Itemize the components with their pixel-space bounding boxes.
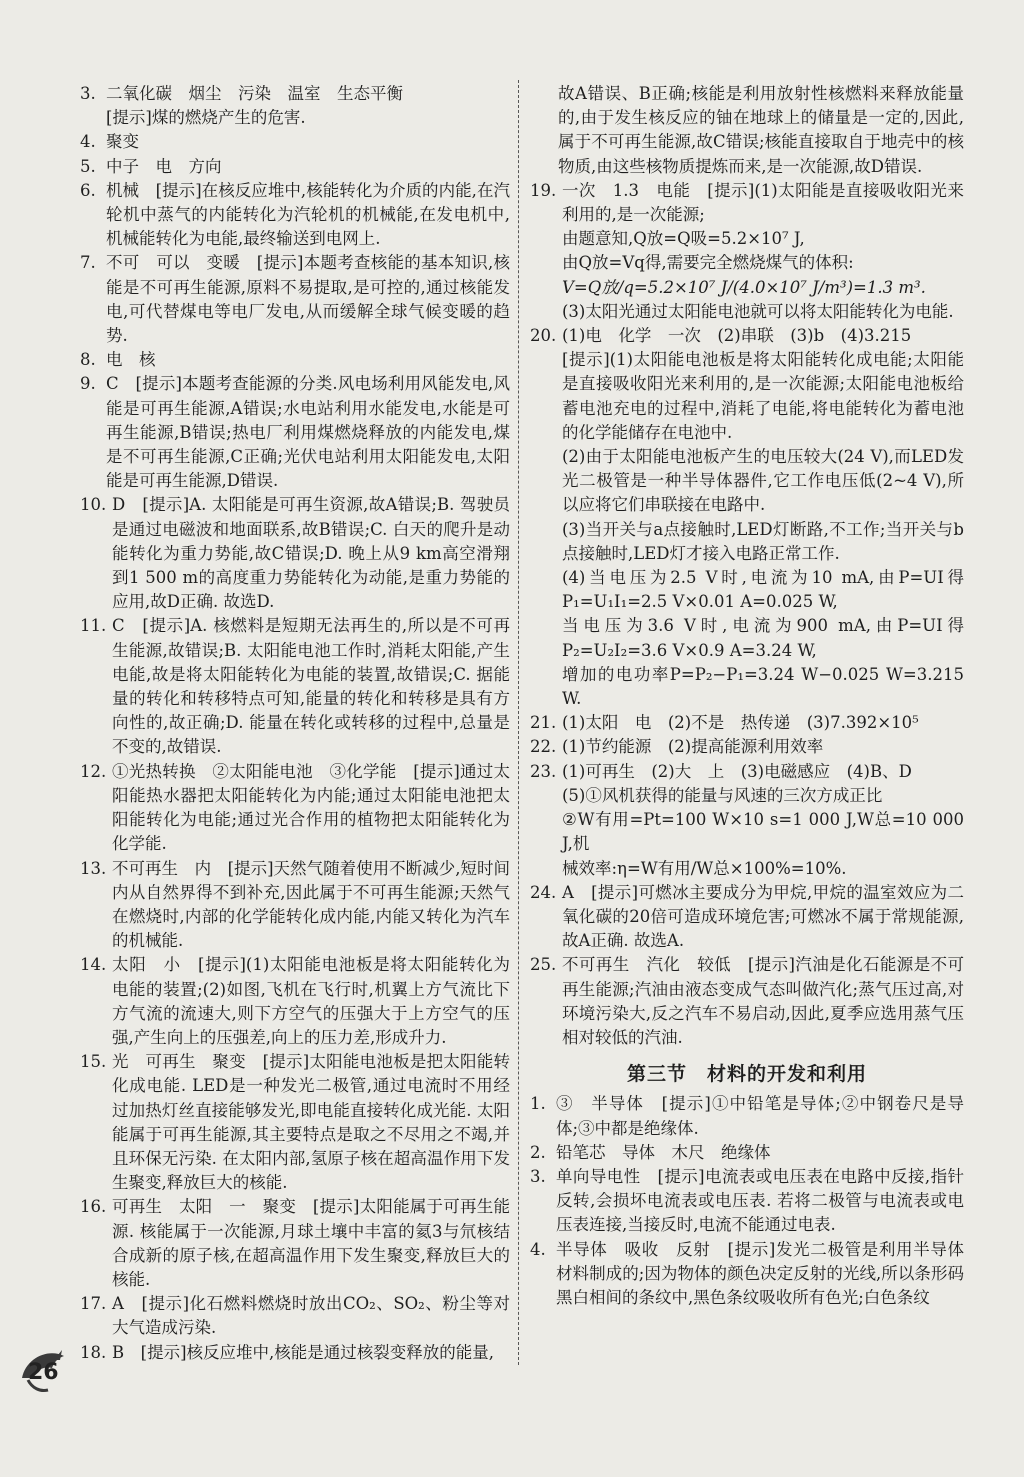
answer-6: 6. 机械 [提示]在核反应堆中,核能转化为介质的内能,在汽轮机中蒸气的内能转化为汽轮机的机械能,在发电机中,机械能转化为电能,最终输送到电网上. — [80, 180, 510, 249]
answer-15: 15. 光 可再生 聚变 [提示]太阳能电池板是把太阳能转化成电能. LED是一种发光二极管,通过电流时不用经过加热灯丝直接能够发光,即电能直接转化成光能. 太阳能属于可再生能源,其主要特点是取之不尽用之不竭,并且环保无污染. 在太阳内部,氢原子核在超高温作用下发生聚变,释放巨大的核能. — [80, 1052, 510, 1193]
answer-8: 8. 电 核 — [80, 350, 156, 370]
answer-18: 18. B [提示]核反应堆中,核能是通过核裂变释放的能量, — [80, 1342, 494, 1362]
left-column — [80, 82, 510, 1365]
answer-23: 23. (1)可再生 (2)大 上 (3)电磁感应 (4)B、D — [530, 761, 912, 781]
answer-7: 7. 不可 可以 变暖 [提示]本题考查核能的基本知识,核能是不可再生能源,原料不易提取,是可控的,通过核能发电,可代替煤电等电厂发电,从而缓解全球气候变暖的趋势. — [80, 253, 510, 346]
answer-10: 10. D [提示]A. 太阳能是可再生资源,故A错误;B. 驾驶员是通过电磁波和地面联系,故B错误;C. 白天的爬升是动能转化为重力势能,故C错误;D. 晚上从9 km高空滑翔到1 500 m的高度重力势能转化为动能,是重力势能的应用,故D正确. 故选D. — [80, 495, 510, 612]
answer-11: 11. C [提示]A. 核燃料是短期无法再生的,所以是不可再生能源,故错误;B. 太阳能电池工作时,消耗太阳能,产生电能,故是将太阳能转化为电能的装置,故错误;C. 据能量的转化和转移特点可知,能量的转化和转移是具有方向性的,故正确;D. 能量在转化或转移的过程中,总量是不变的,故错误. — [80, 616, 510, 757]
answer-20-tip4: (4)当电压为2.5 V时,电流为10 mA,由P=UI得P₁=U₁I₁=2.5 V×0.01 A=0.025 W, — [562, 568, 964, 612]
page-number: 26 — [28, 1360, 59, 1385]
answer-24: 24. A [提示]可燃冰主要成分为甲烷,甲烷的温室效应为二氧化碳的20倍可造成环境危害;可燃冰不属于常规能源,故A正确. 故选A. — [530, 882, 964, 951]
answer-20-tip3: (3)当开关与a点接触时,LED灯断路,不工作;当开关与b点接触时,LED灯才接入电路正常工作. — [562, 519, 964, 563]
answer-4: 4. 聚变 — [80, 132, 139, 152]
answer-23-line2: (5)①风机获得的能量与风速的三次方成正比 — [562, 785, 883, 805]
answer-18-continued: 故A错误、B正确;核能是利用放射性核燃料来释放能量的,由于发生核反应的铀在地球上的储量是一定的,因此,属于不可再生能源,故C错误;核能直接取自于地壳中的核物质,由这些核物质提炼而来,是一次能源,故D错误. — [558, 84, 964, 176]
answer-14: 14. 太阳 小 [提示](1)太阳能电池板是将太阳能转化为电能的装置;(2)如图,飞机在飞行时,机翼上方气流比下方气流的流速大,则下方空气的压强大于上方空气的压强,产生向上的压强差,向上的压力差,形成升力. — [80, 955, 510, 1047]
answer-25: 25. 不可再生 汽化 较低 [提示]汽油是化石能源是不可再生能源;汽油由液态变成气态叫做汽化;蒸气压过高,对环境污染大,反之汽车不易启动,因此,夏季应选用蒸气压相对较低的汽油. — [530, 955, 964, 1047]
answer-20-tip5: 当电压为3.6 V时,电流为900 mA,由P=UI得P₂=U₂I₂=3.6 V×0.9 A=3.24 W, — [562, 616, 964, 660]
s3-answer-4: 4. 半导体 吸收 反射 [提示]发光二极管是利用半导体材料制成的;因为物体的颜色决定反射的光线,所以条形码黑白相间的条纹中,黑色条纹吸收所有色光;白色条纹 — [530, 1239, 964, 1307]
answer-19-formula: V=Q放/q=5.2×10⁷ J/(4.0×10⁷ J/m³)=1.3 m³. — [562, 277, 926, 297]
answer-12: 12. ①光热转换 ②太阳能电池 ③化学能 [提示]通过太阳能热水器把太阳能转化为内能;通过太阳能电池把太阳能转化为电能;通过光合作用的植物把太阳能转化为化学能. — [80, 761, 510, 854]
answer-23-line3: ②W有用=Pt=100 W×10 s=1 000 J,W总=10 000 J,机 — [562, 810, 964, 854]
answer-3: 3. 二氧化碳 烟尘 污染 温室 生态平衡 — [80, 84, 403, 103]
answer-19-line3: 由Q放=Vq得,需要完全燃烧煤气的体积: — [562, 253, 854, 273]
answer-13: 13. 不可再生 内 [提示]天然气随着使用不断减少,短时间内从自然界得不到补充,因此属于不可再生能源;天然气在燃烧时,内部的化学能转化成内能,内能又转化为汽车的机械能. — [80, 858, 510, 951]
answer-20-tip2: (2)由于太阳能电池板产生的电压较大(24 V),而LED发光二极管是一种半导体器件,它工作电压低(2~4 V),所以应将它们串联接在电路中. — [562, 447, 964, 515]
answer-19-line5: (3)太阳光通过太阳能电池就可以将太阳能转化为电能. — [562, 301, 954, 321]
answer-23-line4: 械效率:η=W有用/W总×100%=10%. — [562, 858, 847, 878]
answer-22: 22. (1)节约能源 (2)提高能源利用效率 — [530, 737, 824, 757]
s3-answer-1: 1. ③ 半导体 [提示]①中铅笔是导体;②中钢卷尺是导体;③中都是绝缘体. — [530, 1094, 964, 1138]
answer-20-tip1: [提示](1)太阳能电池板是将太阳能转化成电能;太阳能是直接吸收阳光来利用的,是一次能源;太阳能电池板给蓄电池充电的过程中,消耗了电能,将电能转化为蓄电池的化学能储存在电池中. — [562, 350, 964, 442]
answer-19-line2: 由题意知,Q放=Q吸=5.2×10⁷ J, — [562, 229, 805, 249]
s3-answer-2: 2. 铅笔芯 导体 木尺 绝缘体 — [530, 1142, 771, 1162]
answer-21: 21. (1)太阳 电 (2)不是 热传递 (3)7.392×10⁵ — [530, 713, 919, 733]
answer-5: 5. 中子 电 方向 — [80, 156, 222, 176]
answer-19: 19. 一次 1.3 电能 [提示](1)太阳能是直接吸收阳光来利用的,是一次能源; — [530, 180, 964, 225]
answer-20-tip6: 增加的电功率P=P₂−P₁=3.24 W−0.025 W=3.215 W. — [562, 664, 964, 709]
answer-16: 16. 可再生 太阳 一 聚变 [提示]太阳能属于可再生能源. 核能属于一次能源,月球土壤中丰富的氦3与氘核结合成新的原子核,在超高温作用下发生聚变,释放巨大的核能. — [80, 1197, 510, 1289]
column-divider — [518, 80, 519, 1365]
answer-17: 17. A [提示]化石燃料燃烧时放出CO₂、SO₂、粉尘等对大气造成污染. — [80, 1294, 510, 1338]
answer-3-tip: [提示]煤的燃烧产生的危害. — [106, 108, 306, 128]
section-title: 第三节 材料的开发和利用 — [626, 1063, 867, 1086]
right-column — [530, 82, 964, 1310]
s3-answer-3: 3. 单向导电性 [提示]电流表或电压表在电路中反接,指针反转,会损坏电流表或电压表. 若将二极管与电流表或电压表连接,当接反时,电流不能通过电表. — [530, 1166, 964, 1235]
answer-20: 20. (1)电 化学 一次 (2)串联 (3)b (4)3.215 — [530, 326, 912, 346]
answer-9: 9. C [提示]本题考查能源的分类.风电场利用风能发电,风能是可再生能源,A错误;水电站利用水能发电,水能是可再生能源,B错误;热电厂利用煤燃烧释放的内能发电,煤是不可再生能源,C正确;光伏电站利用太阳能发电,太阳能是可再生能源,D错误. — [80, 374, 510, 491]
